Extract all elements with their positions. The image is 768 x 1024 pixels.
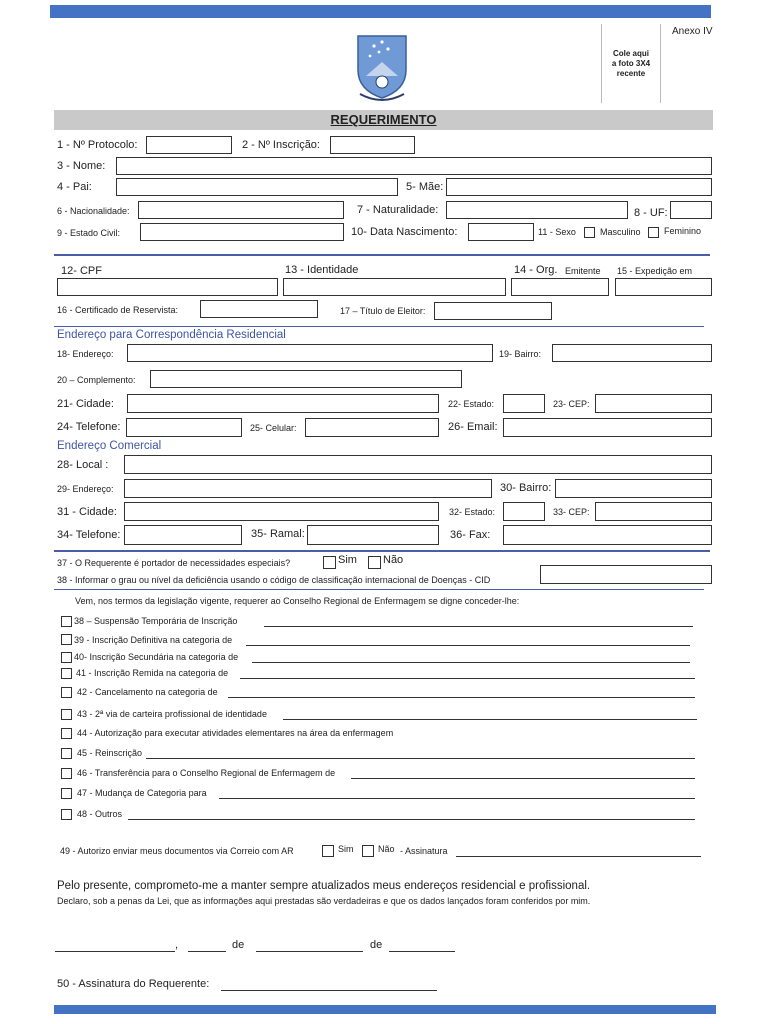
complemento-label: 20 – Complemento: (57, 375, 136, 385)
cpf-input[interactable] (57, 278, 278, 296)
date-month-line (256, 951, 363, 952)
celular-label: 25- Celular: (250, 423, 297, 433)
option-checkbox[interactable] (61, 634, 72, 645)
necessidades-question: 37 - O Requerente é portador de necessidades especiais? (57, 558, 291, 568)
cep-label: 23- CEP: (553, 399, 590, 409)
signature-line (221, 990, 437, 991)
pai-label: 4 - Pai: (57, 181, 92, 193)
option-checkbox[interactable] (61, 668, 72, 679)
titulo-eleitor-input[interactable] (434, 302, 552, 320)
sexo-label: 11 - Sexo (538, 227, 576, 237)
necessidades-nao-checkbox[interactable] (368, 556, 381, 569)
email-input[interactable] (503, 418, 712, 437)
option-label: 40- Inscrição Secundária na categoria de (74, 652, 239, 662)
date-comma: , (175, 939, 179, 951)
masculino-label: Masculino (600, 227, 641, 237)
option-line (219, 798, 695, 799)
endereco-label: 18- Endereço: (57, 349, 114, 359)
feminino-label: Feminino (664, 226, 702, 236)
date-year-line (389, 951, 455, 952)
option-checkbox[interactable] (61, 748, 72, 759)
comercial-endereco-input[interactable] (124, 479, 492, 498)
option-line (283, 719, 697, 720)
bairro-label: 19- Bairro: (499, 349, 542, 359)
endereco-input[interactable] (127, 344, 493, 362)
estado-civil-label: 9 - Estado Civil: (57, 228, 121, 238)
comercial-cidade-label: 31 - Cidade: (57, 506, 117, 518)
org-emitente-input[interactable] (511, 278, 609, 296)
correio-label: 49 - Autorizo enviar meus documentos via Correio com AR (60, 846, 294, 856)
divider-line (54, 326, 704, 327)
correio-sim-checkbox[interactable] (322, 845, 334, 857)
comercial-endereco-label: 29- Endereço: (57, 484, 114, 494)
option-checkbox[interactable] (61, 809, 72, 820)
feminino-checkbox[interactable] (648, 227, 659, 238)
option-label: 44 - Autorização para executar atividades elementares na área da enfermagem (77, 728, 394, 738)
identidade-input[interactable] (283, 278, 506, 296)
option-line (351, 778, 695, 779)
option-line (146, 758, 695, 759)
photo-box-line1: Cole aqui (612, 49, 649, 58)
comercial-cep-label: 33- CEP: (553, 507, 590, 517)
mae-label: 5- Mãe: (406, 181, 444, 193)
fax-label: 36- Fax: (450, 529, 491, 541)
signature-label: 50 - Assinatura do Requerente: (57, 978, 210, 990)
date-city-line (55, 951, 175, 952)
option-checkbox[interactable] (61, 768, 72, 779)
estado-input[interactable] (503, 394, 545, 413)
option-checkbox[interactable] (61, 728, 72, 739)
comercial-telefone-input[interactable] (124, 525, 242, 545)
option-checkbox[interactable] (61, 709, 72, 720)
nome-input[interactable] (116, 157, 712, 175)
inscricao-label: 2 - Nº Inscrição: (242, 139, 320, 151)
uf-input[interactable] (670, 201, 712, 219)
declaration-line1: Pelo presente, comprometo-me a manter sempre atualizados meus endereços residencial e profissional. (57, 880, 591, 892)
photo-box-line2: a foto 3X4 (611, 59, 651, 68)
celular-input[interactable] (305, 418, 439, 437)
local-input[interactable] (124, 455, 712, 474)
data-nascimento-label: 10- Data Nascimento: (351, 226, 458, 238)
comercial-heading: Endereço Comercial (57, 440, 162, 452)
cidade-label: 21- Cidade: (57, 398, 114, 410)
request-intro: Vem, nos termos da legislação vigente, requerer ao Conselho Regional de Enfermagem se digne conceder-lhe: (75, 596, 520, 606)
org-emitente-label-b: Emitente (565, 266, 601, 276)
option-label: 48 - Outros (77, 809, 123, 819)
divider-line (54, 550, 710, 552)
option-label: 39 - Inscrição Definitiva na categoria de (74, 635, 233, 645)
comercial-telefone-label: 34- Telefone: (57, 529, 121, 541)
correio-assinatura-line (456, 856, 701, 857)
reservista-input[interactable] (200, 300, 318, 318)
option-label: 47 - Mudança de Categoria para (77, 788, 207, 798)
masculino-checkbox[interactable] (584, 227, 595, 238)
nacionalidade-input[interactable] (138, 201, 344, 219)
option-line (264, 626, 693, 627)
naturalidade-label: 7 - Naturalidade: (357, 204, 439, 216)
necessidades-sim-checkbox[interactable] (323, 556, 336, 569)
titulo-eleitor-label: 17 – Título de Eleitor: (340, 306, 426, 316)
identidade-label: 13 - Identidade (285, 264, 359, 276)
nome-label: 3 - Nome: (57, 160, 106, 172)
telefone-label: 24- Telefone: (57, 421, 121, 433)
comercial-estado-input[interactable] (503, 502, 545, 521)
option-line (128, 819, 695, 820)
mae-input[interactable] (446, 178, 712, 196)
necessidades-sim-label: Sim (338, 554, 357, 566)
divider-line (54, 589, 704, 590)
comercial-cep-input[interactable] (595, 502, 712, 521)
option-label: 41 - Inscrição Remida na categoria de (76, 668, 229, 678)
residencial-heading: Endereço para Correspondência Residencial (57, 329, 286, 341)
photo-box (601, 24, 661, 103)
option-label: 38 – Suspensão Temporária de Inscrição (74, 616, 238, 626)
local-label: 28- Local : (57, 459, 109, 471)
option-line (240, 678, 695, 679)
expedicao-label: 15 - Expedição em (617, 266, 693, 276)
divider-line (54, 254, 710, 256)
bottom-bar (54, 1005, 716, 1014)
correio-assinatura-label: - Assinatura (400, 846, 448, 856)
fax-input[interactable] (503, 525, 712, 545)
declaration-line2: Declaro, sob a penas da Lei, que as informações aqui prestadas são verdadeiras e que os dados lançados foram conferidos por mim. (57, 896, 591, 906)
option-label: 43 - 2ª via de carteira profissional de identidade (77, 709, 267, 719)
top-bar (50, 5, 711, 18)
option-label: 46 - Transferência para o Conselho Regional de Enfermagem de (77, 768, 336, 778)
cid-question: 38 - Informar o grau ou nível da deficiência usando o código de classificação internacional de Doenças - CID (57, 575, 491, 585)
date-day-line (188, 951, 226, 952)
photo-box-line3: recente (616, 69, 646, 78)
data-nascimento-input[interactable] (468, 223, 534, 241)
estado-label: 22- Estado: (448, 399, 495, 409)
correio-nao-checkbox[interactable] (362, 845, 374, 857)
option-label: 45 - Reinscrição (77, 748, 143, 758)
protocolo-input[interactable] (146, 136, 232, 154)
option-label: 42 - Cancelamento na categoria de (77, 687, 218, 697)
correio-nao-label: Não (378, 844, 395, 854)
nacionalidade-label: 6 - Nacionalidade: (57, 206, 130, 216)
comercial-cidade-input[interactable] (124, 502, 439, 521)
cidade-input[interactable] (127, 394, 439, 413)
reservista-label: 16 - Certificado de Reservista: (57, 305, 179, 315)
correio-sim-label: Sim (338, 844, 354, 854)
date-de-2: de (370, 939, 383, 951)
option-checkbox[interactable] (61, 652, 72, 663)
option-checkbox[interactable] (61, 687, 72, 698)
cid-input[interactable] (540, 565, 712, 584)
cpf-label: 12- CPF (61, 265, 102, 277)
annex-label: Anexo IV (672, 26, 713, 37)
crest-logo (352, 32, 412, 104)
date-de-1: de (232, 939, 245, 951)
ramal-input[interactable] (307, 525, 439, 545)
email-label: 26- Email: (448, 421, 498, 433)
telefone-input[interactable] (126, 418, 242, 437)
comercial-bairro-input[interactable] (555, 479, 712, 498)
option-checkbox[interactable] (61, 788, 72, 799)
estado-civil-input[interactable] (140, 223, 344, 241)
option-line (246, 645, 690, 646)
complemento-input[interactable] (150, 370, 462, 388)
option-line (252, 662, 690, 663)
expedicao-input[interactable] (615, 278, 712, 296)
protocolo-label: 1 - Nº Protocolo: (57, 139, 138, 151)
naturalidade-input[interactable] (446, 201, 628, 219)
bairro-input[interactable] (552, 344, 712, 362)
option-checkbox[interactable] (61, 616, 72, 627)
pai-input[interactable] (116, 178, 398, 196)
org-emitente-label-a: 14 - Org. (514, 264, 558, 276)
necessidades-nao-label: Não (383, 554, 404, 566)
comercial-bairro-label: 30- Bairro: (500, 482, 552, 494)
uf-label: 8 - UF: (634, 207, 668, 219)
inscricao-input[interactable] (330, 136, 415, 154)
comercial-estado-label: 32- Estado: (449, 507, 496, 517)
cep-input[interactable] (595, 394, 712, 413)
page-title: REQUERIMENTO (330, 112, 437, 127)
ramal-label: 35- Ramal: (251, 528, 305, 540)
option-line (228, 697, 695, 698)
